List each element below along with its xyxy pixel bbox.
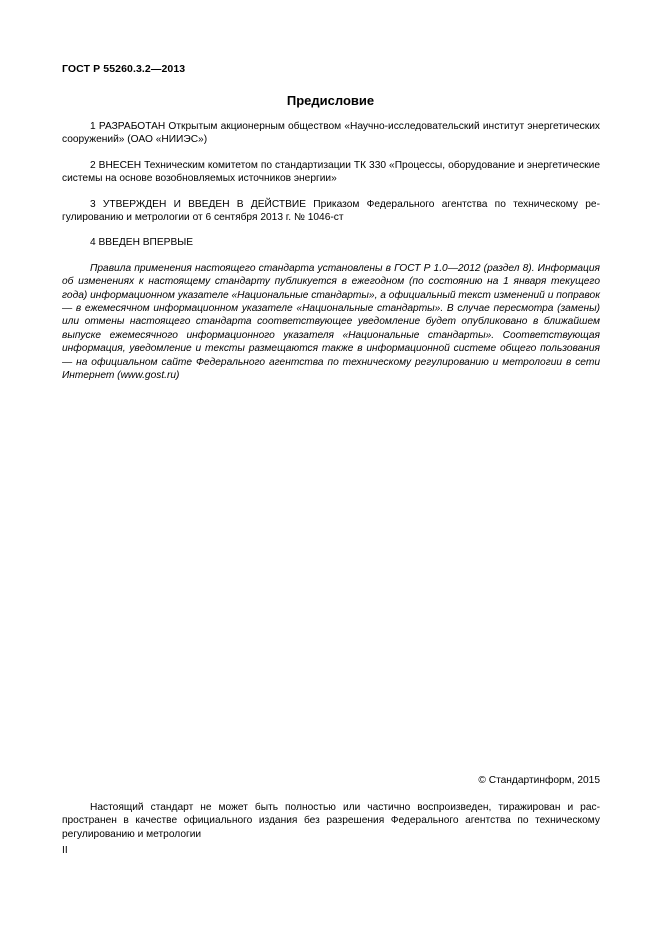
preface-item-3: 3 УТВЕРЖДЕН И ВВЕДЕН В ДЕЙСТВИЕ Приказом Федерального агентства по техническому регулированию и метрологии от 6 сентября 2013 г. № 1046-ст (62, 198, 600, 224)
document-code: ГОСТ Р 55260.3.2—2013 (62, 63, 186, 75)
preface-item-2: 2 ВНЕСЕН Техническим комитетом по стандартизации ТК 330 «Процессы, оборудование и энергетические системы на основе возобновляемых источников энергии» (62, 159, 600, 185)
preface-item-4: 4 ВВЕДЕН ВПЕРВЫЕ (90, 237, 194, 249)
application-rules-paragraph: Правила применения настоящего стандарта установлены в ГОСТ Р 1.0—2012 (раздел 8). Информация об изменениях к настоящему стандарту публикуется в ежегодном (по состоянию на 1 января текущего года) информационном указателе «Национальные стандарты», а официальный текст изменений и поправок — в ежемесячном информационном указателе «Национальные стандарты». В случае пересмотра (замены) или отмены настоящего стандарта соответствующее уведомление будет опубликовано в ближайшем выпуске ежемесячного информационного указателя «Национальные стандарты». Соответствующая информация, уведомление и тексты размещаются также в информационной системе общего пользования — на официальном сайте Федерального агентства по техническому регулированию и метрологии в сети Интернет (www.gost.ru) (62, 262, 600, 382)
preface-content (62, 120, 600, 383)
preface-item-1: 1 РАЗРАБОТАН Открытым акционерным обществом «Научно-исследовательский институт энергетических сооружений» (ОАО «НИИЭС») (62, 121, 600, 146)
page-number: II (62, 845, 68, 856)
reproduction-notice: Настоящий стандарт не может быть полностью или частично воспроизведен, тиражирован и распространен в качестве официального издания без разрешения Федерального агентства по техническому регулированию и метрологии (62, 802, 600, 840)
page-title: Предисловие (286, 93, 375, 108)
copyright-notice: © Стандартинформ, 2015 (478, 775, 600, 786)
